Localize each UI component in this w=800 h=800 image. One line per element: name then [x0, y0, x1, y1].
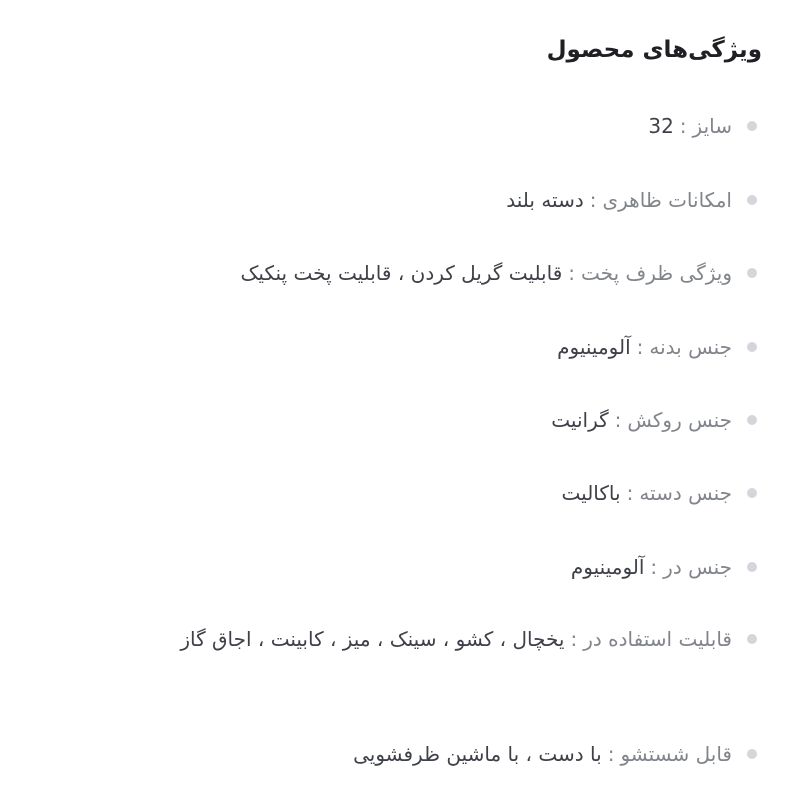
spec-item-body-material [20, 325, 732, 369]
spec-item-coating-material [20, 398, 732, 442]
spec-separator: : [679, 114, 687, 138]
spec-separator: : [650, 555, 658, 579]
spec-value: باکالیت [561, 481, 621, 505]
spec-label: قابلیت استفاده در [583, 627, 732, 651]
spec-item-washable [20, 732, 732, 776]
spec-label: جنس در [663, 555, 732, 579]
spec-value: یخچال ، کشو ، سینک ، میز ، کابینت ، اجاق گاز [180, 627, 565, 651]
bullet-dot-icon [747, 342, 757, 352]
bullet-dot-icon [747, 121, 757, 131]
spec-label: جنس دسته [639, 481, 732, 505]
spec-item-appearance [20, 178, 732, 222]
spec-label: قابل شستشو [620, 742, 732, 766]
spec-item-usable-on [20, 617, 732, 661]
spec-separator: : [570, 627, 578, 651]
bullet-dot-icon [747, 268, 757, 278]
spec-item-lid-material [20, 545, 732, 589]
section-title: ویژگی‌های محصول [546, 37, 762, 63]
spec-value: 32 [648, 114, 674, 138]
spec-item-size [20, 104, 732, 148]
spec-label: جنس روکش [627, 408, 732, 432]
bullet-dot-icon [747, 415, 757, 425]
spec-item-handle-material [20, 471, 732, 515]
spec-label: امکانات ظاهری [602, 188, 732, 212]
spec-value: قابلیت گریل کردن ، قابلیت پخت پنکیک [240, 261, 563, 285]
spec-separator: : [614, 408, 622, 432]
bullet-dot-icon [747, 749, 757, 759]
spec-separator: : [589, 188, 597, 212]
bullet-dot-icon [747, 562, 757, 572]
spec-separator: : [636, 335, 644, 359]
spec-separator: : [568, 261, 576, 285]
spec-separator: : [607, 742, 615, 766]
spec-label: ویژگی ظرف پخت [581, 261, 732, 285]
bullet-dot-icon [747, 634, 757, 644]
spec-value: گرانیت [551, 408, 609, 432]
bullet-dot-icon [747, 488, 757, 498]
spec-value: آلومینیوم [570, 555, 645, 579]
spec-separator: : [626, 481, 634, 505]
spec-label: جنس بدنه [649, 335, 732, 359]
spec-value: با دست ، با ماشین ظرفشویی [353, 742, 602, 766]
bullet-dot-icon [747, 195, 757, 205]
spec-item-cookware-feature [20, 251, 732, 295]
spec-value: دسته بلند [506, 188, 584, 212]
spec-value: آلومینیوم [557, 335, 631, 359]
spec-label: سایز [692, 114, 732, 138]
